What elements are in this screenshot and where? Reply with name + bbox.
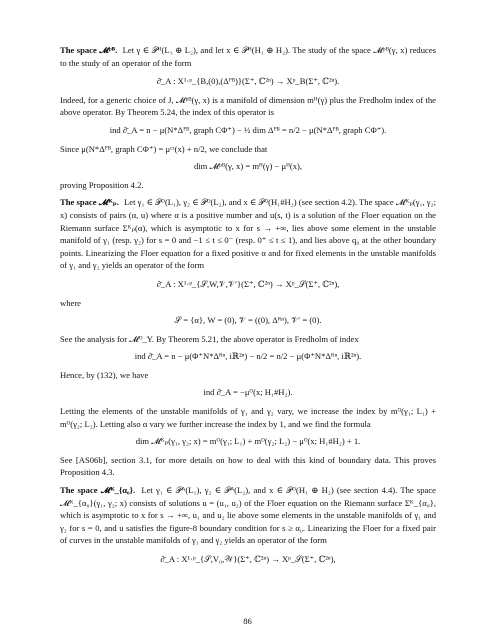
section-kp-intro: Let γ₁ ∈ 𝒫ᴼ(L₁), γ₂ ∈ 𝒫ᴼ(L₂), and x ∈ 𝒫ᴼ(H₁#H₂) (see section 4.2). The space 𝓜ᴷₚ(γ₁, γ₂; x) consists of pairs (α, u) where α is a positive number and u(s, t) is a solution of the Floer equation on the Riemann surface Σᴷₚ(α), which is asymptotic to x for s → +∞, lies above some element in the unstable manifold of γ₁ (resp. γ₂) for s = 0 and −1 ≤ t ≤ 0⁻ (resp. 0⁺ ≤ t ≤ 1), and lies above q₀ at the other boundary points. Linearizing the Floer equation for a fixed positive α and for fixed elements in the unstable manifolds of γ₁ and γ₂ yields an operator of the form: [60, 197, 436, 271]
section-pb: [60, 44, 436, 69]
paragraph-letting: Letting the elements of the unstable manifolds of γ₁ and γ₂ vary, we increase the index by mᴼ(γ₁; L₁) + mᴼ(γ₂; L₂). Letting also α vary we further increase the index by 1, and we find the formula: [60, 406, 436, 429]
paragraph-see-as06b: See [AS06b], section 3.1, for more details on how to deal with this kind of boundary data. This proves Proposition 4.3.: [60, 454, 436, 478]
equation-dim-kp: dim 𝓜ᴷₚ(γ₁, γ₂; x) = mᴼ(γ₁; L₁) + mᴼ(γ₂; L₂) − μᴼ(x; H₁#H₂) + 1.: [135, 436, 361, 447]
paragraph-index-pb: Indeed, for a generic choice of J, 𝓜ᵖᴮ(γ, x) is a manifold of dimension mᴴ(γ) plus the Fredholm index of the above operator. By Theorem 5.24, the index of this operator is: [60, 94, 436, 118]
section-kp: [60, 196, 436, 272]
section-k-alpha0-intro: Let γ₁ ∈ 𝒫ᴬ(L₁), γ₂ ∈ 𝒫ᴬ(L₂), and x ∈ 𝒫ᴼ(H₁ ⊕ H₂) (see section 4.4). The space 𝓜ᴷ_{α₀}(γ₁, γ₂; x) consists of solutions u = (u₁, u₂) of the Floer equation on the Riemann surface Σᴷ_{α₀}, which is asymptotic to x for s → +∞, u₁ and u₂ lie above some elements in the unstable manifolds of γ₁ and γ₂ for s = 0, and u satisfies the figure-8 boundary condition for s ≥ α₀. Linearizing the Floer for a fixed pair of curves in the unstable manifolds of γ₁ and γ₂ yields an operator of the form: [60, 485, 436, 546]
equation-index-pb: ind ∂̄_A = n − μ(N*Δᴾᴮ, graph CΦ⁺) − ½ dim Δᴾᴮ = n/2 − μ(N*Δᴾᴮ, graph CΦ⁺).: [109, 124, 387, 135]
paragraph-since: Since μ(N*Δᴾᴮ, graph CΦ⁺) = μᶜᶻ(x) + n/2, we conclude that: [60, 143, 268, 154]
section-kp-heading: The space 𝓜ᴷₚ.: [60, 197, 119, 208]
paragraph-proving-4-2: proving Proposition 4.2.: [60, 179, 144, 190]
section-pb-intro: Let γ ∈ 𝒫ᴴ(L₁ ⊕ L₂), and let x ∈ 𝒫ᴴ(H₁ ⊕ H₂). The study of the space 𝓜ᵖᴮ(γ, x) reduces to the study of an operator of the form: [60, 45, 436, 68]
equation-index-mu: ind ∂̄_A = −μᴼ(x; H₁#H₂).: [203, 387, 293, 398]
equation-index-kp: ind ∂̄_A = n − μ(Φ⁺N*Δᴿⁿ, iℝ²ⁿ) − n/2 = n/2 − μ(Φ⁺N*Δᴿⁿ, iℝ²ⁿ).: [134, 351, 362, 362]
equation-boundary-data: 𝒮 = {α}, W = (0), 𝒱 = ((0), Δᴿⁿ), 𝒱′ = (0).: [174, 315, 322, 326]
section-pb-heading: The space 𝓜ᵖᴮ.: [60, 45, 118, 55]
page-number: 86: [243, 616, 252, 626]
equation-dim-pb: dim 𝓜ᵖᴮ(γ, x) = mᴴ(γ) − μᴴ(x),: [193, 161, 303, 172]
section-k-alpha0: [60, 484, 436, 547]
paragraph-see-analysis: See the analysis for 𝓜ᴼ_Υ. By Theorem 5.21, the above operator is Fredholm of index: [60, 333, 359, 344]
equation-operator-kp: ∂̄_A : X¹·ᵖ_{𝒮,W,𝒱,𝒱′}(Σ⁺, ℂ²ⁿ) → Xᵖ_𝒮(Σ⁺, ℂ²ⁿ),: [156, 278, 340, 289]
equation-operator-pb: ∂̄_A : X¹·ᵖ_{B,(0),(Δᴾᴮ)}(Σ⁺, ℂ²ⁿ) → Xᵖ_B(Σ⁺, ℂ²ⁿ).: [156, 76, 340, 87]
page-body: [60, 44, 436, 572]
paragraph-where: where: [60, 297, 81, 308]
section-k-alpha0-heading: The space 𝓜ᴷ_{α₀}.: [60, 485, 136, 496]
paragraph-hence: Hence, by (132), we have: [60, 369, 149, 380]
equation-operator-k-alpha0: ∂̄_A : X¹·ᵖ_{𝒮,V₀,𝒲}(Σ⁺, ℂ²ⁿ) → Xᵖ_𝒮(Σ⁺, ℂ²ⁿ),: [160, 554, 336, 564]
